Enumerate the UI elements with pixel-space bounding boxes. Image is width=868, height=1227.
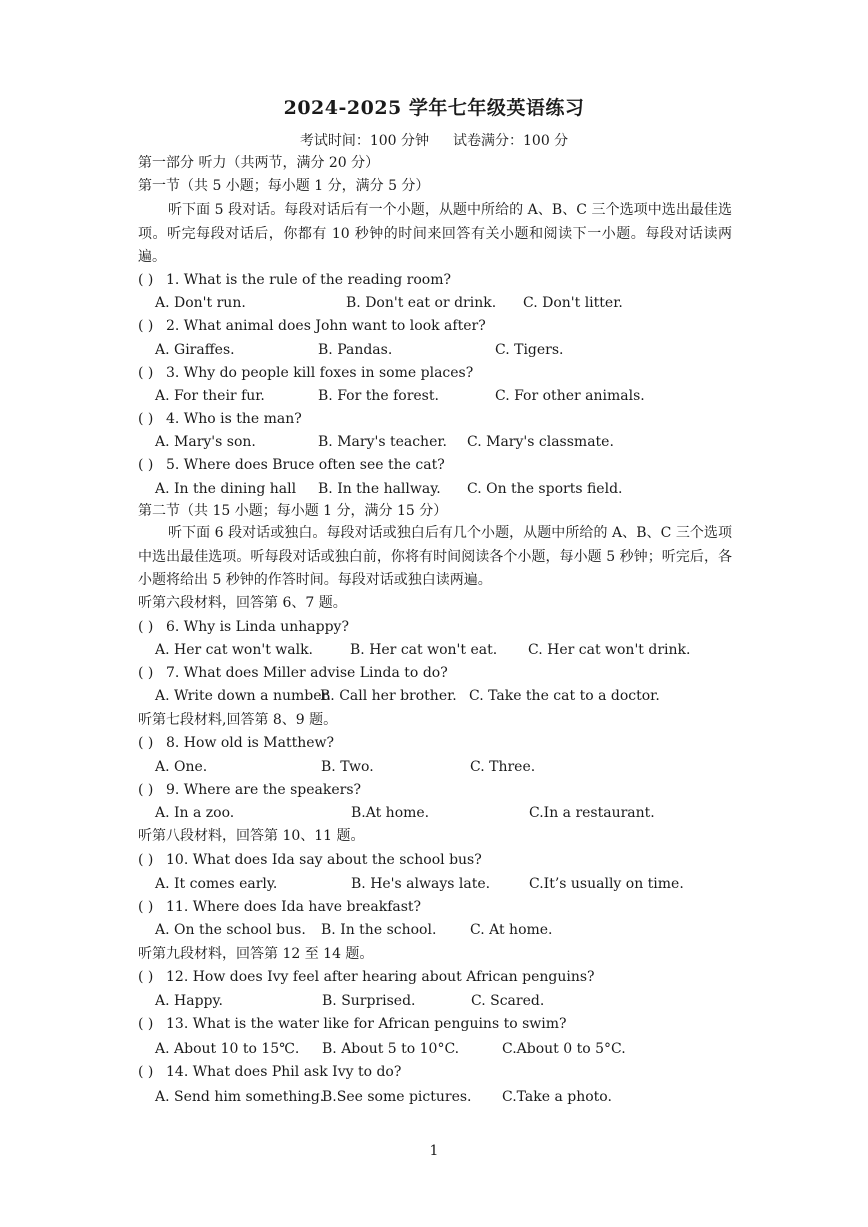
question-2 (138, 316, 486, 336)
option-b: B. Her cat won't eat. (350, 642, 498, 658)
option-a: A. Send him something. (155, 1089, 325, 1105)
answer-bracket[interactable]: ( ) (138, 1064, 154, 1080)
question-stem: 5. Where does Bruce often see the cat? (166, 457, 445, 473)
question-4 (138, 409, 302, 429)
option-b: B. In the hallway. (318, 481, 441, 497)
option-c: C. Mary's classmate. (467, 434, 614, 450)
option-a: A. In a zoo. (155, 805, 235, 821)
answer-bracket[interactable]: ( ) (138, 318, 154, 334)
question-7 (138, 663, 448, 683)
option-a: A. Mary's son. (155, 434, 256, 450)
question-1 (138, 270, 451, 290)
answer-bracket[interactable]: ( ) (138, 365, 154, 381)
section1-instructions: 听下面 5 段对话。每段对话后有一个小题，从题中所给的 A、B、C 三个选项中选出最佳选项。听完每段对话后，你都有 10 秒钟的时间来回答有关小题和阅读下一小题。每段对话读两遍。 (138, 202, 732, 265)
option-c: C. Don't litter. (523, 295, 623, 311)
answer-bracket[interactable]: ( ) (138, 852, 154, 868)
option-c: C.It’s usually on time. (529, 876, 684, 892)
question-stem: 6. Why is Linda unhappy? (166, 619, 349, 635)
option-b: B. Two. (321, 759, 374, 775)
exam-info (0, 130, 868, 150)
full-score: 试卷满分：100 分 (453, 133, 569, 149)
option-b: B. For the forest. (318, 388, 439, 404)
question-11 (138, 897, 421, 917)
option-b: B. Surprised. (322, 993, 416, 1009)
option-c: C. Three. (470, 759, 536, 775)
question-stem: 4. Who is the man? (166, 411, 302, 427)
option-c: C. Take the cat to a doctor. (469, 688, 660, 704)
question-stem: 1. What is the rule of the reading room? (166, 272, 452, 288)
question-5 (138, 455, 445, 475)
option-b: B. About 5 to 10°C. (322, 1041, 460, 1057)
answer-bracket[interactable]: ( ) (138, 272, 154, 288)
question-stem: 8. How old is Matthew? (166, 735, 335, 751)
option-c: C.In a restaurant. (529, 805, 655, 821)
question-stem: 2. What animal does John want to look after? (166, 318, 486, 334)
exam-time: 考试时间：100 分钟 (299, 133, 429, 149)
question-stem: 10. What does Ida say about the school bus? (166, 852, 482, 868)
option-a: A. About 10 to 15℃. (155, 1041, 300, 1057)
question-stem: 9. Where are the speakers? (166, 782, 362, 798)
option-a: A. In the dining hall (155, 481, 297, 497)
section2-heading: 第二节（共 15 小题；每小题 1 分，满分 15 分） (138, 503, 448, 519)
question-8 (138, 733, 334, 753)
question-9 (138, 780, 361, 800)
option-b: B.At home. (351, 805, 430, 821)
option-a: A. It comes early. (155, 876, 278, 892)
question-stem: 13. What is the water like for African penguins to swim? (166, 1016, 567, 1032)
material-7-heading: 听第七段材料,回答第 8、9 题。 (138, 712, 338, 728)
question-stem: 7. What does Miller advise Linda to do? (166, 665, 448, 681)
page-title: 2024-2025 学年七年级英语练习 (283, 97, 585, 119)
question-3 (138, 363, 473, 383)
question-12 (138, 967, 595, 987)
option-c: C. For other animals. (495, 388, 645, 404)
option-b: B. Pandas. (318, 342, 393, 358)
option-c: C. On the sports field. (467, 481, 623, 497)
option-a: A. One. (155, 759, 208, 775)
answer-bracket[interactable]: ( ) (138, 619, 154, 635)
option-a: A. For their fur. (155, 388, 265, 404)
option-a: A. On the school bus. (155, 922, 306, 938)
option-c: C.Take a photo. (502, 1089, 612, 1105)
option-a: A. Don't run. (155, 295, 246, 311)
material-6-heading: 听第六段材料，回答第 6、7 题。 (138, 595, 347, 611)
answer-bracket[interactable]: ( ) (138, 411, 154, 427)
question-stem: 3. Why do people kill foxes in some places? (166, 365, 474, 381)
material-8-heading: 听第八段材料，回答第 10、11 题。 (138, 828, 365, 844)
section2-instructions: 听下面 6 段对话或独白。每段对话或独白后有几个小题，从题中所给的 A、B、C 三个选项中选出最佳选项。听每段对话或独白前，你将有时间阅读各个小题，每小题 5 秒钟；听完后，各小题将给出 5 秒钟的作答时间。每段对话或独白读两遍。 (138, 525, 732, 588)
question-10 (138, 850, 482, 870)
answer-bracket[interactable]: ( ) (138, 969, 154, 985)
answer-bracket[interactable]: ( ) (138, 735, 154, 751)
option-b: B. Mary's teacher. (318, 434, 447, 450)
question-14 (138, 1062, 401, 1082)
option-a: A. Happy. (155, 993, 223, 1009)
option-b: B. Don't eat or drink. (346, 295, 497, 311)
answer-bracket[interactable]: ( ) (138, 665, 154, 681)
answer-bracket[interactable]: ( ) (138, 1016, 154, 1032)
section1-heading: 第一节（共 5 小题；每小题 1 分，满分 5 分） (138, 178, 430, 194)
answer-bracket[interactable]: ( ) (138, 782, 154, 798)
question-13 (138, 1014, 567, 1034)
material-9-heading: 听第九段材料，回答第 12 至 14 题。 (138, 946, 374, 962)
answer-bracket[interactable]: ( ) (138, 457, 154, 473)
option-c: C. Her cat won't drink. (528, 642, 691, 658)
question-6 (138, 617, 349, 637)
option-c: C. Tigers. (495, 342, 564, 358)
option-b: B. Call her brother. (320, 688, 457, 704)
option-b: B. In the school. (321, 922, 437, 938)
option-c: C. Scared. (471, 993, 545, 1009)
option-a: A. Giraffes. (155, 342, 235, 358)
answer-bracket[interactable]: ( ) (138, 899, 154, 915)
option-a: A. Her cat won't walk. (155, 642, 314, 658)
question-stem: 12. How does Ivy feel after hearing about African penguins? (166, 969, 595, 985)
part1-heading: 第一部分 听力（共两节，满分 20 分） (138, 155, 380, 171)
question-stem: 14. What does Phil ask Ivy to do? (166, 1064, 402, 1080)
option-c: C.About 0 to 5°C. (502, 1041, 626, 1057)
option-a: A. Write down a number. (155, 688, 332, 704)
option-b: B. He's always late. (351, 876, 491, 892)
option-c: C. At home. (470, 922, 553, 938)
option-b: B.See some pictures. (322, 1089, 472, 1105)
question-stem: 11. Where does Ida have breakfast? (166, 899, 422, 915)
page-number: 1 (429, 1143, 439, 1159)
